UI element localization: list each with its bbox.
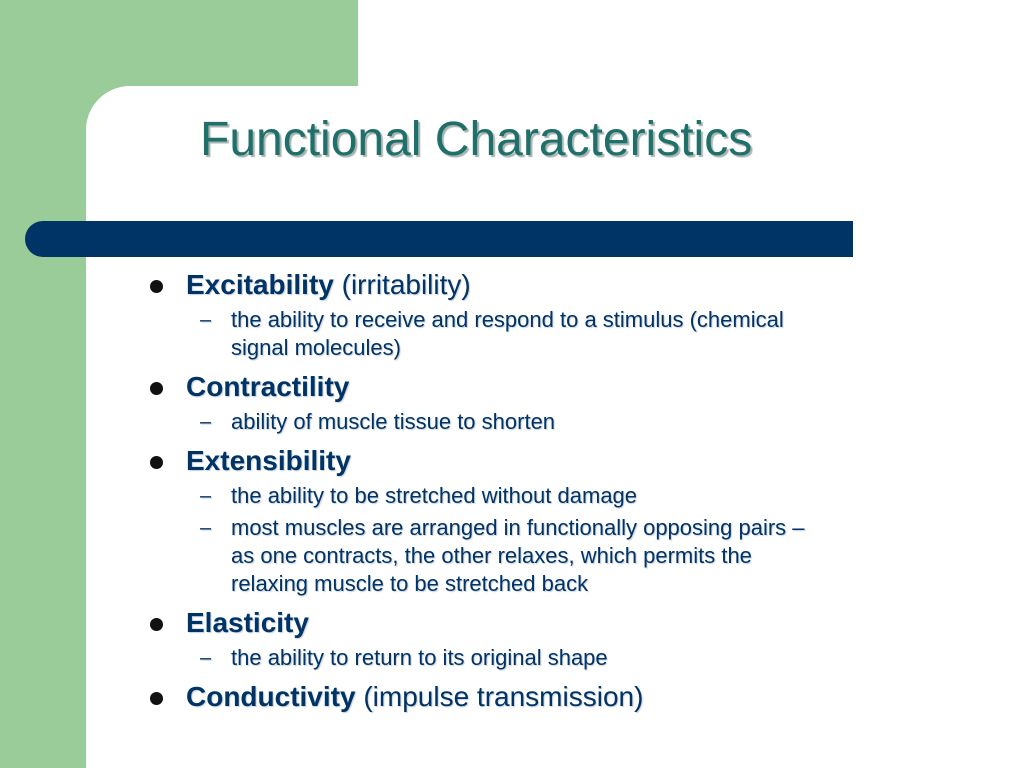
list-item-elasticity (148, 606, 938, 672)
sub-text: the ability to return to its original shape (231, 645, 608, 670)
dash-marker: – (200, 485, 212, 507)
dash-marker: – (200, 411, 212, 433)
sub-list (148, 482, 938, 598)
list-item-excitability (148, 268, 938, 362)
bullet-line (148, 444, 938, 478)
sub-item (148, 482, 821, 510)
sub-item (148, 408, 821, 436)
term-note: (irritability) (333, 269, 471, 300)
sub-list (148, 644, 938, 672)
sub-list (148, 306, 938, 362)
term: Extensibility (186, 445, 351, 476)
dash-marker: – (200, 517, 212, 539)
bullet-list (148, 268, 938, 718)
term: Elasticity (186, 607, 309, 638)
term-note: (impulse transmission) (355, 681, 644, 712)
sub-item (148, 644, 821, 672)
bullet-line (148, 370, 938, 404)
slide-title: Functional Characteristics (200, 113, 753, 166)
bullet-dot (150, 382, 163, 395)
title-underline-bar (25, 221, 853, 257)
sub-item (148, 306, 821, 362)
list-item-conductivity (148, 680, 938, 714)
bullet-line (148, 268, 938, 302)
bullet-dot (150, 618, 163, 631)
dash-marker: – (200, 309, 212, 331)
sub-item (148, 514, 821, 598)
sub-text: ability of muscle tissue to shorten (231, 409, 556, 434)
list-item-contractility (148, 370, 938, 436)
sub-list (148, 408, 938, 436)
dash-marker: – (200, 647, 212, 669)
bullet-dot (150, 692, 163, 705)
sub-text: the ability to receive and respond to a stimulus (chemical signal molecules) (231, 307, 784, 360)
top-right-panel (358, 0, 1024, 100)
term: Excitability (186, 269, 334, 300)
term: Contractility (186, 371, 350, 402)
bullet-line (148, 680, 938, 714)
bullet-dot (150, 456, 163, 469)
term: Conductivity (186, 681, 356, 712)
list-item-extensibility (148, 444, 938, 598)
sub-text: the ability to be stretched without damage (231, 483, 638, 508)
sub-text: most muscles are arranged in functionally opposing pairs – as one contracts, the other relaxes, which permits the relaxing muscle to be stretched back (231, 515, 805, 596)
bullet-dot (150, 280, 163, 293)
bullet-line (148, 606, 938, 640)
